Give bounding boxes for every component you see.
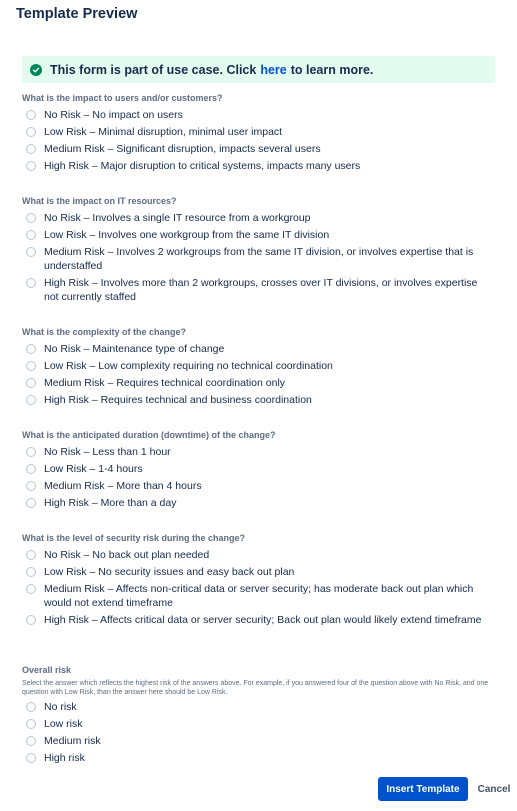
question-overall-risk: [22, 663, 497, 765]
radio-button[interactable]: [26, 481, 36, 491]
question-security-risk: [22, 531, 497, 627]
option-label: Medium Risk – Affects non-critical data or server security; has moderate back out plan which would not extend timeframe: [44, 583, 474, 609]
radio-button[interactable]: [26, 278, 36, 288]
option-label: High Risk – Involves more than 2 workgroups, crosses over IT divisions, or involves expertise not currently staffed: [44, 277, 478, 303]
info-banner: [22, 56, 495, 83]
radio-button[interactable]: [26, 110, 36, 120]
question-label: What is the complexity of the change?: [22, 327, 187, 337]
radio-button[interactable]: [26, 344, 36, 354]
option-label: High risk: [44, 752, 85, 764]
question-label: What is the level of security risk during the change?: [22, 533, 246, 543]
option-label: High Risk – Affects critical data or server security; Back out plan would likely extend timeframe: [44, 614, 482, 626]
radio-button[interactable]: [26, 753, 36, 763]
radio-option[interactable]: [22, 359, 497, 373]
radio-option[interactable]: [22, 496, 497, 510]
banner-text-before: This form is part of use case. Click: [50, 62, 257, 77]
option-label: High Risk – More than a day: [44, 497, 177, 509]
option-label: No Risk – No impact on users: [44, 109, 183, 121]
radio-button[interactable]: [26, 447, 36, 457]
radio-option[interactable]: [22, 159, 497, 173]
radio-button[interactable]: [26, 230, 36, 240]
radio-button[interactable]: [26, 719, 36, 729]
radio-option[interactable]: [22, 582, 497, 610]
banner-here-link[interactable]: here: [260, 62, 287, 77]
question-it-resources: [22, 194, 497, 304]
question-hint: Select the answer which reflects the highest risk of the answers above. For example, if you answered four of the question above with No Risk, and one question with Low Risk, than the answer here should be Low Risk.: [22, 680, 489, 696]
option-label: No Risk – No back out plan needed: [44, 549, 210, 561]
option-label: No Risk – Less than 1 hour: [44, 446, 171, 458]
question-duration: [22, 428, 497, 510]
option-label: Low Risk – No security issues and easy back out plan: [44, 566, 295, 578]
option-label: Low Risk – 1-4 hours: [44, 463, 143, 475]
option-label: No risk: [44, 701, 77, 713]
radio-option[interactable]: [22, 276, 497, 304]
radio-option[interactable]: [22, 548, 497, 562]
question-label: What is the impact to users and/or customers?: [22, 93, 223, 103]
radio-option[interactable]: [22, 393, 497, 407]
radio-option[interactable]: [22, 245, 497, 273]
radio-button[interactable]: [26, 498, 36, 508]
radio-option[interactable]: [22, 125, 497, 139]
radio-button[interactable]: [26, 247, 36, 257]
option-label: Low Risk – Involves one workgroup from the same IT division: [44, 229, 330, 241]
banner-text-after: to learn more.: [290, 62, 374, 77]
radio-option[interactable]: [22, 228, 497, 242]
radio-option[interactable]: [22, 342, 497, 356]
radio-button[interactable]: [26, 127, 36, 137]
option-label: Medium Risk – Involves 2 workgroups from the same IT division, or involves expertise that is understaffed: [44, 246, 474, 272]
radio-button[interactable]: [26, 702, 36, 712]
radio-button[interactable]: [26, 161, 36, 171]
radio-button[interactable]: [26, 144, 36, 154]
radio-option[interactable]: [22, 445, 497, 459]
radio-button[interactable]: [26, 378, 36, 388]
cancel-button[interactable]: Cancel: [477, 783, 511, 795]
option-label: No Risk – Maintenance type of change: [44, 343, 225, 355]
option-label: Medium Risk – More than 4 hours: [44, 480, 202, 492]
option-label: Medium Risk – Significant disruption, impacts several users: [44, 143, 321, 155]
radio-option[interactable]: [22, 734, 497, 748]
option-label: Low Risk – Low complexity requiring no technical coordination: [44, 360, 333, 372]
radio-option[interactable]: [22, 751, 497, 765]
radio-option[interactable]: [22, 565, 497, 579]
option-label: High Risk – Major disruption to critical systems, impacts many users: [44, 160, 361, 172]
question-label: Overall risk: [22, 665, 72, 675]
option-label: Low risk: [44, 718, 83, 730]
option-label: Medium risk: [44, 735, 101, 747]
question-label: What is the anticipated duration (downtime) of the change?: [22, 430, 276, 440]
radio-option[interactable]: [22, 211, 497, 225]
radio-option[interactable]: [22, 376, 497, 390]
radio-button[interactable]: [26, 567, 36, 577]
question-users-impact: [22, 91, 497, 173]
option-label: Low Risk – Minimal disruption, minimal user impact: [44, 126, 283, 138]
option-label: High Risk – Requires technical and business coordination: [44, 394, 312, 406]
radio-button[interactable]: [26, 395, 36, 405]
radio-option[interactable]: [22, 108, 497, 122]
question-complexity: [22, 325, 497, 407]
radio-option[interactable]: [22, 613, 497, 627]
radio-button[interactable]: [26, 361, 36, 371]
radio-button[interactable]: [26, 736, 36, 746]
radio-option[interactable]: [22, 462, 497, 476]
radio-option[interactable]: [22, 700, 497, 714]
option-label: No Risk – Involves a single IT resource from a workgroup: [44, 212, 311, 224]
radio-button[interactable]: [26, 615, 36, 625]
radio-option[interactable]: [22, 479, 497, 493]
question-label: What is the impact on IT resources?: [22, 196, 177, 206]
radio-button[interactable]: [26, 550, 36, 560]
radio-button[interactable]: [26, 464, 36, 474]
page-title: Template Preview: [16, 6, 138, 22]
radio-option[interactable]: [22, 717, 497, 731]
radio-option[interactable]: [22, 142, 497, 156]
insert-template-button[interactable]: Insert Template: [378, 777, 468, 801]
radio-button[interactable]: [26, 213, 36, 223]
option-label: Medium Risk – Requires technical coordination only: [44, 377, 286, 389]
check-circle-icon: [30, 64, 42, 76]
radio-button[interactable]: [26, 584, 36, 594]
